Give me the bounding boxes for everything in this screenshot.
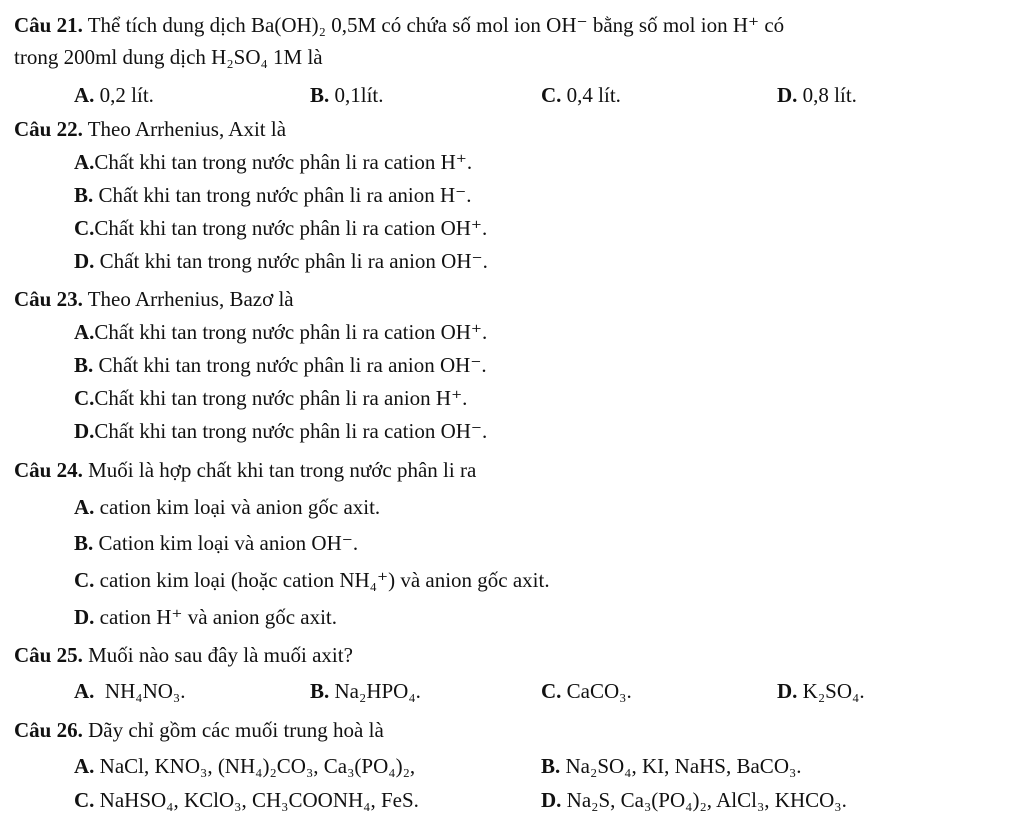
question-23	[14, 286, 1014, 443]
option-d: D. 0,8 lít.	[777, 83, 857, 107]
option-a: A. cation kim loại và anion gốc axit.	[74, 495, 381, 519]
options-row-1	[14, 753, 1014, 779]
question-text: Theo Arrhenius, Bazơ là	[87, 287, 294, 311]
option-b: B. 0,1lít.	[310, 83, 384, 107]
question-25-stem	[14, 642, 1014, 668]
question-text: Muối là hợp chất khi tan trong nước phân li ra	[88, 458, 477, 482]
option-b: B. Cation kim loại và anion OH⁻.	[74, 531, 359, 555]
question-22	[14, 116, 1014, 273]
question-number: Câu 24.	[14, 458, 83, 482]
question-23-stem	[14, 286, 1014, 312]
option-a: A. 0,2 lít.	[74, 83, 154, 107]
option-c: C. NaHSO₄, KClO₃, CH₃COONH₄, FeS.	[74, 788, 419, 812]
question-number: Câu 26.	[14, 718, 83, 742]
option-d: D.Chất khi tan trong nước phân li ra cation OH⁻.	[74, 419, 488, 443]
question-25	[14, 642, 1014, 703]
question-text: Theo Arrhenius, Axit là	[87, 117, 287, 141]
option-d: D. Chất khi tan trong nước phân li ra anion OH⁻.	[74, 249, 488, 273]
question-text-line2: trong 200ml dung dịch H₂SO₄ 1M là	[14, 45, 323, 69]
question-22-stem	[14, 116, 1014, 142]
question-text: Thể tích dung dịch Ba(OH)₂ 0,5M có chứa số mol ion OH⁻ bằng số mol ion H⁺ có	[87, 13, 785, 37]
question-21	[14, 12, 1014, 107]
option-a: A.Chất khi tan trong nước phân li ra cation OH⁺.	[74, 320, 488, 344]
question-26	[14, 717, 1014, 812]
option-c: C.Chất khi tan trong nước phân li ra cation OH⁺.	[74, 216, 488, 240]
question-number: Câu 23.	[14, 287, 83, 311]
question-number: Câu 21.	[14, 13, 83, 37]
option-d: D. Na₂S, Ca₃(PO₄)₂, AlCl₃, KHCO₃.	[541, 788, 847, 812]
option-c: C. cation kim loại (hoặc cation NH₄⁺) và anion gốc axit.	[74, 568, 550, 592]
option-c: C.Chất khi tan trong nước phân li ra anion H⁺.	[74, 386, 468, 410]
option-d: D. cation H⁺ và anion gốc axit.	[74, 605, 338, 629]
question-number: Câu 25.	[14, 643, 83, 667]
question-text: Muối nào sau đây là muối axit?	[88, 643, 353, 667]
question-number: Câu 22.	[14, 117, 83, 141]
option-b: B. Chất khi tan trong nước phân li ra anion OH⁻.	[74, 353, 487, 377]
question-text: Dãy chỉ gồm các muối trung hoà là	[88, 718, 384, 742]
option-d: D. K₂SO₄.	[777, 679, 865, 703]
options-row	[14, 82, 1014, 108]
option-b: B. Na₂SO₄, KI, NaHS, BaCO₃.	[541, 754, 802, 778]
question-26-stem	[14, 717, 1014, 743]
option-c: C. 0,4 lít.	[541, 83, 621, 107]
options-row-2	[14, 787, 1014, 813]
option-b: B. Na₂HPO₄.	[310, 679, 421, 703]
option-a: A. NH₄NO₃.	[74, 679, 186, 703]
question-24	[14, 457, 1014, 629]
option-b: B. Chất khi tan trong nước phân li ra anion H⁻.	[74, 183, 472, 207]
option-c: C. CaCO₃.	[541, 679, 632, 703]
question-24-stem	[14, 457, 1014, 483]
option-a: A.Chất khi tan trong nước phân li ra cation H⁺.	[74, 150, 473, 174]
option-a: A. NaCl, KNO₃, (NH₄)₂CO₃, Ca₃(PO₄)₂,	[74, 754, 416, 778]
question-21-stem	[14, 12, 1014, 38]
options-row	[14, 678, 1014, 704]
